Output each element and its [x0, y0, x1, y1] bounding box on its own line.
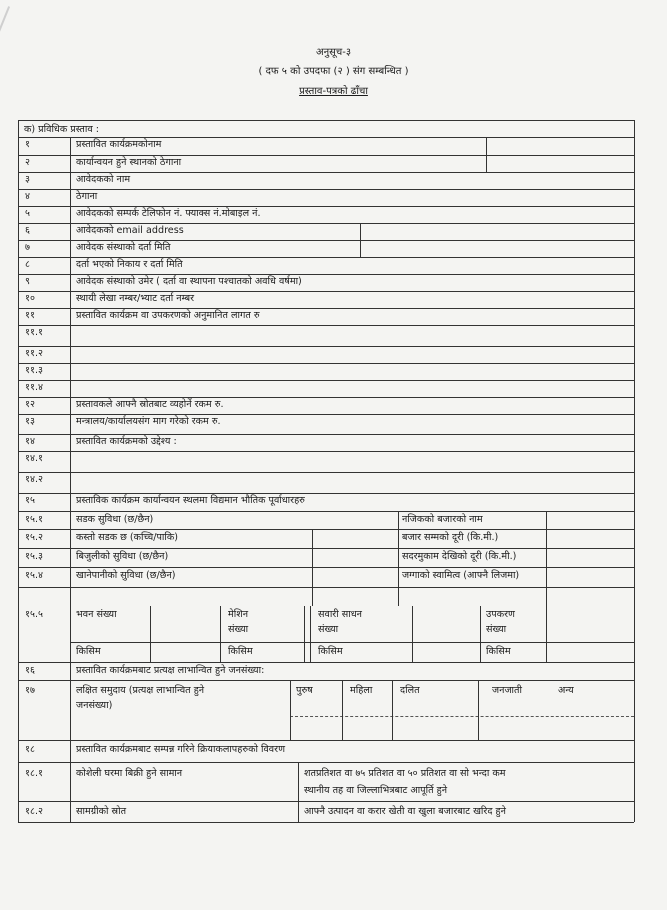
infrastructure-divider: [312, 529, 313, 606]
row-label: दर्ता भएको निकाय र दर्ता मिति: [76, 259, 183, 270]
row155-column-line: [304, 606, 305, 662]
row18-divider: [298, 762, 299, 822]
row-label: स्थायी लेखा नम्बर/भ्याट दर्ता नम्बर: [76, 293, 195, 304]
row155-column-line: [546, 606, 547, 662]
row-border: [18, 511, 634, 512]
row-label: प्रस्तावित कार्यक्रम वा उपकरणको अनुमानित लागत रु: [76, 310, 260, 321]
row-number: १५.५: [25, 609, 44, 620]
row-border: [18, 308, 634, 309]
row-border: [18, 414, 634, 415]
row-number: ११.१: [25, 327, 44, 338]
row-label: प्रस्ताविक कार्यक्रम कार्यान्वयन स्थलमा विद्यमान भौतिक पूर्वाधारहरु: [76, 495, 305, 506]
supply-share-text: शतप्रतिशत वा ७५ प्रतिशत वा ५० प्रतिशत वा सो भन्दा कम: [304, 768, 506, 779]
beneficiary-column-head: पुरुष: [296, 685, 313, 696]
infrastructure-item: कस्तो सडक छ (कच्चि/पाकि): [76, 532, 178, 543]
row-label: ठेगाना: [76, 191, 98, 202]
beneficiary-column-head: दलित: [400, 685, 420, 696]
row-number: १०: [25, 293, 35, 304]
table-top-border: [18, 120, 634, 121]
beneficiary-column-head: महिला: [350, 685, 373, 696]
infrastructure-item: सडक सुविधा (छ/छैन): [76, 514, 154, 525]
row155-column-line: [220, 606, 221, 662]
row-number: ९: [25, 276, 30, 287]
row-label: मन्त्रालय/कार्यालयसंग माग गरेको रकम रु.: [76, 416, 221, 427]
row-number: ८: [25, 259, 30, 270]
section-title: क) प्रविधिक प्रस्ताव :: [24, 124, 100, 135]
row-border: [18, 567, 634, 568]
row-border: [18, 346, 634, 347]
row17-column-line: [478, 680, 479, 740]
row-number: ११.४: [25, 382, 44, 393]
infrastructure-divider: [546, 511, 547, 606]
annex-reference: ( दफ ५ को उपदफा (२ ) संग सम्बन्धित ): [258, 66, 409, 77]
row155-column-line: [480, 606, 481, 662]
row-number: १८.२: [25, 806, 44, 817]
row-number: १७: [25, 685, 35, 696]
row-number: २: [25, 157, 30, 168]
table-right-border: [634, 120, 635, 822]
table-bottom-border: [18, 822, 634, 823]
row-number: १८: [25, 744, 35, 755]
infrastructure-item: खानेपानीको सुविधा (छ/छैन): [76, 570, 176, 581]
row-border: [18, 548, 634, 549]
section-header-border: [18, 137, 634, 138]
row-number: १२: [25, 399, 35, 410]
row-number: ११: [25, 310, 35, 321]
row-border: [18, 223, 634, 224]
row-label: प्रस्तावित कार्यक्रमबाट सम्पन्न गरिने क्रियाकलापहरुको विवरण: [76, 744, 286, 755]
infrastructure-item: सदरमुकाम देखिको दूरी (कि.मी.): [402, 551, 517, 562]
row-number: १५: [25, 495, 35, 506]
row-label: कार्यान्वयन हुने स्थानको ठेगाना: [76, 157, 182, 168]
target-group-label: लक्षित समुदाय (प्रत्यक्ष लाभान्वित हुने: [76, 685, 205, 696]
row-number: ११.२: [25, 348, 44, 359]
row-border: [18, 172, 634, 173]
building-type-label: किसिम: [76, 646, 101, 657]
row-border: [18, 762, 634, 763]
table-left-border: [18, 120, 19, 822]
row17-column-line: [290, 680, 291, 740]
row-label: प्रस्तावित कार्यक्रमको उद्देश्य :: [76, 436, 177, 447]
row155-column-line: [310, 606, 311, 662]
building-count-label: भवन संख्या: [76, 609, 117, 620]
row-number: १४.२: [25, 474, 44, 485]
beneficiary-column-head: अन्य: [558, 685, 574, 696]
row-border: [18, 529, 634, 530]
row-border: [18, 325, 634, 326]
row-number: ६: [25, 225, 30, 236]
row-border: [18, 493, 634, 494]
row-label: कोशेली घरमा बिक्री हुने सामान: [76, 768, 183, 779]
annex-number: अनुसूच-३: [315, 47, 352, 58]
row-number: १४.१: [25, 453, 44, 464]
row-label: आवेदकको email address: [76, 225, 184, 236]
row-border: [18, 434, 634, 435]
form-title: प्रस्ताव-पत्रको ढाँचा: [299, 86, 368, 97]
row-border: [18, 363, 634, 364]
vehicle-type-label: किसिम: [318, 646, 343, 657]
row-number: १५.१: [25, 514, 44, 525]
row-number: ११.३: [25, 365, 44, 376]
row155-midline: [70, 642, 634, 643]
row-number: १८.१: [25, 768, 44, 779]
row-label: प्रस्तावित कार्यक्रमबाट प्रत्यक्ष लाभान्वित हुने जनसंख्या:: [76, 665, 265, 676]
machine-count-label: मेशिन: [228, 609, 249, 620]
row-number: ७: [25, 242, 30, 253]
row-border: [18, 397, 634, 398]
supply-share-text: स्थानीय तह वा जिल्लाभित्रबाट आपूर्ति हुने: [304, 785, 448, 796]
row-number: ४: [25, 191, 30, 202]
material-source-text: आफ्नै उत्पादन वा करार खेती वा खुला बजारबाट खरिद हुने: [304, 806, 506, 817]
row-border: [18, 189, 634, 190]
answer-column-line: [360, 223, 361, 257]
row-border: [18, 740, 634, 741]
infrastructure-divider: [398, 511, 399, 606]
vehicle-count-label: सवारी साधन: [318, 609, 362, 620]
infrastructure-item: बिजुलीको सुविधा (छ/छैन): [76, 551, 169, 562]
row-number: १५.४: [25, 570, 44, 581]
row-label: आवेदकको नाम: [76, 174, 131, 185]
row17-column-line: [392, 680, 393, 740]
infrastructure-item: नजिकको बजारको नाम: [402, 514, 483, 525]
row-border: [18, 680, 634, 681]
infrastructure-item: जग्गाको स्वामित्व (आफ्नै लिजमा): [402, 570, 520, 581]
machine-count-label: संख्या: [228, 624, 249, 635]
row-border: [18, 257, 634, 258]
paper-crease: [0, 6, 23, 40]
row-border: [18, 451, 634, 452]
row-number: १३: [25, 416, 35, 427]
row-border: [18, 380, 634, 381]
row155-column-line: [150, 606, 151, 662]
row-border: [18, 274, 634, 275]
number-column-line: [70, 137, 71, 822]
row155-column-line: [412, 606, 413, 662]
beneficiary-column-head: जनजाती: [492, 685, 522, 696]
vehicle-count-label: संख्या: [318, 624, 339, 635]
row-border: [18, 472, 634, 473]
row-number: ३: [25, 174, 30, 185]
row-border: [18, 291, 634, 292]
equipment-count-label: संख्या: [486, 624, 507, 635]
row-number: १६: [25, 665, 35, 676]
row-label: प्रस्तावित कार्यक्रमकोनाम: [76, 139, 162, 150]
infrastructure-item: बजार सम्मको दूरी (कि.मी.): [402, 532, 499, 543]
row-number: ५: [25, 208, 30, 219]
row-border: [18, 801, 634, 802]
row-label: आवेदकको सम्पर्क टेलिफोन नं. फ्याक्स नं.मोबाइल नं.: [76, 208, 261, 219]
row-border: [18, 587, 634, 588]
row-border: [18, 155, 634, 156]
row-number: १५.२: [25, 532, 44, 543]
row-number: १: [25, 139, 30, 150]
row-border: [18, 240, 634, 241]
equipment-type-label: किसिम: [486, 646, 511, 657]
row-label: सामग्रीको स्रोत: [76, 806, 127, 817]
row-label: प्रस्तावकले आफ्नै स्रोतबाट व्यहोर्ने रकम रु.: [76, 399, 224, 410]
row-border: [18, 662, 634, 663]
row-number: १४: [25, 436, 35, 447]
answer-column-line: [486, 137, 487, 172]
row-number: १५.३: [25, 551, 44, 562]
machine-type-label: किसिम: [228, 646, 253, 657]
target-group-label: जनसंख्या): [76, 700, 113, 711]
row-label: आवेदक संस्थाको दर्ता मिति: [76, 242, 171, 253]
row17-column-line: [342, 680, 343, 740]
equipment-count-label: उपकरण: [486, 609, 515, 620]
row-label: आवेदक संस्थाको उमेर ( दर्ता वा स्थापना पश्चातको अवधि वर्षमा): [76, 276, 302, 287]
row-border: [18, 206, 634, 207]
